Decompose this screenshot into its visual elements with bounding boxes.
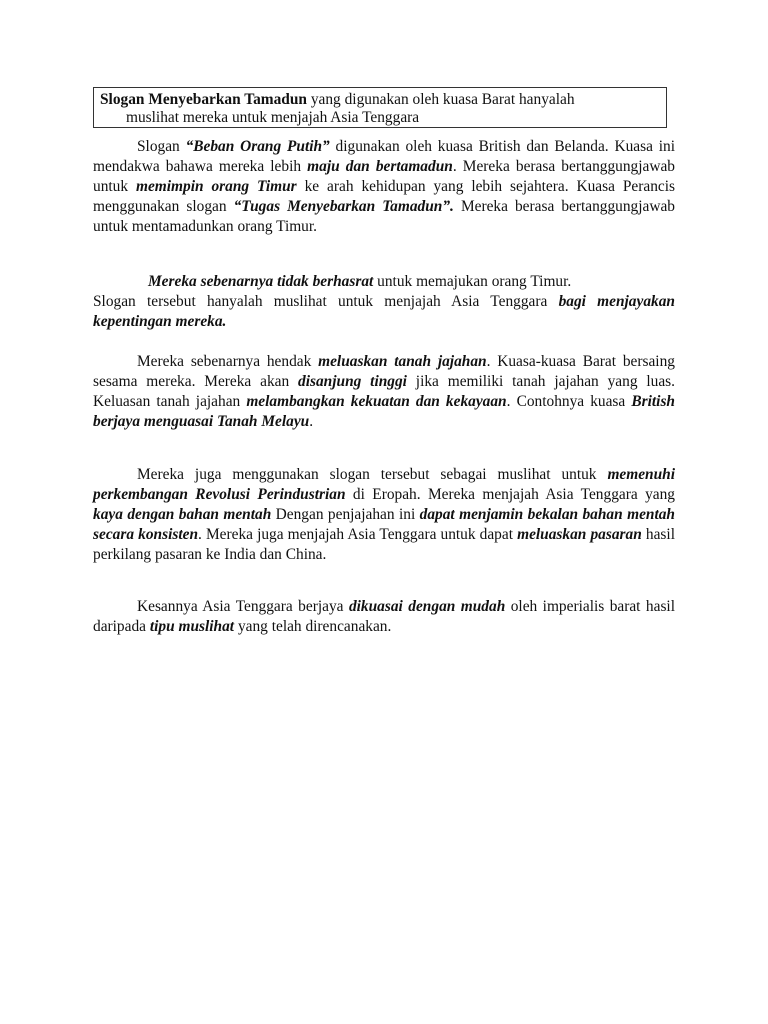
p4-emphasis-b: memenuhi perkembangan Revolusi Perindustrian: [93, 466, 675, 503]
title-heading-rest: yang digunakan oleh kuasa Barat hanyalah: [306, 91, 575, 108]
p3-text-i: .: [309, 413, 314, 430]
p4-emphasis-h: meluaskan pasaran: [517, 526, 642, 543]
p4-emphasis-d: kaya dengan bahan mentah: [93, 506, 272, 523]
p5-text-c: oleh imperialis barat hasil daripada: [93, 598, 675, 635]
p4-text-c: di Eropah. Mereka menjajah Asia Tenggara yang: [345, 486, 675, 503]
p1-text-c: digunakan oleh kuasa British dan Belanda. Kuasa ini mendakwa bahawa mereka lebih: [93, 138, 675, 175]
p1-emphasis-b: “Beban Orang Putih”: [185, 138, 330, 155]
p3-emphasis-b: meluaskan tanah jajahan: [318, 353, 487, 370]
paragraph-4: [93, 465, 675, 565]
paragraph-2: [93, 272, 675, 332]
p2-text-c: Slogan tersebut hanyalah muslihat untuk menjajah Asia Tenggara: [93, 293, 559, 310]
p3-text-e: jika memiliki tanah jajahan yang luas. Keluasan tanah jajahan: [93, 373, 675, 410]
p3-emphasis-d: disanjung tinggi: [298, 373, 407, 390]
p1-emphasis-f: memimpin orang Timur: [135, 178, 297, 195]
p2-emphasis-d: bagi menjayakan kepentingan mereka.: [93, 293, 675, 330]
p3-emphasis-f: melambangkan kekuatan dan kekayaan: [246, 393, 507, 410]
p1-text-a: Slogan: [137, 138, 186, 155]
p4-text-e: Dengan penjajahan ini: [271, 506, 420, 523]
p4-emphasis-f: dapat menjamin bekalan bahan mentah secara konsisten: [93, 506, 675, 543]
paragraph-1: [93, 137, 675, 237]
paragraph-5: [93, 597, 675, 637]
p5-emphasis-b: dikuasai dengan mudah: [348, 598, 506, 615]
p4-text-i: hasil perkilang pasaran ke India dan China.: [93, 526, 675, 563]
p1-emphasis-h: “Tugas Menyebarkan Tamadun”.: [233, 198, 454, 215]
p4-text-a: Mereka juga menggunakan slogan tersebut sebagai muslihat untuk: [137, 466, 608, 483]
p3-text-g: . Contohnya kuasa: [506, 393, 632, 410]
p1-text-i: Mereka berasa bertanggungjawab untuk mentamadunkan orang Timur.: [93, 198, 675, 235]
p2-emphasis-a: Mereka sebenarnya tidak berhasrat: [148, 273, 374, 290]
p1-text-g: ke arah kehidupan yang lebih sejahtera. Kuasa Perancis menggunakan slogan: [93, 178, 675, 215]
p4-text-g: . Mereka juga menjajah Asia Tenggara untuk dapat: [198, 526, 518, 543]
p1-text-e: . Mereka berasa bertanggungjawab untuk: [93, 158, 675, 195]
p3-emphasis-h: British berjaya menguasai Tanah Melayu: [93, 393, 675, 430]
title-line-2: muslihat mereka untuk menjajah Asia Tenggara: [126, 109, 420, 126]
paragraph-3: [93, 352, 675, 432]
title-heading-bold: Slogan Menyebarkan Tamadun: [100, 91, 307, 108]
p5-emphasis-d: tipu muslihat: [149, 618, 235, 635]
p5-text-e: yang telah direncanakan.: [234, 618, 392, 635]
p2-text-b: untuk memajukan orang Timur.: [373, 273, 572, 290]
p1-emphasis-d: maju dan bertamadun: [307, 158, 453, 175]
p5-text-a: Kesannya Asia Tenggara berjaya: [137, 598, 349, 615]
p3-text-c: . Kuasa-kuasa Barat bersaing sesama mereka. Mereka akan: [93, 353, 675, 390]
title-box: [93, 87, 667, 128]
p3-text-a: Mereka sebenarnya hendak: [137, 353, 319, 370]
